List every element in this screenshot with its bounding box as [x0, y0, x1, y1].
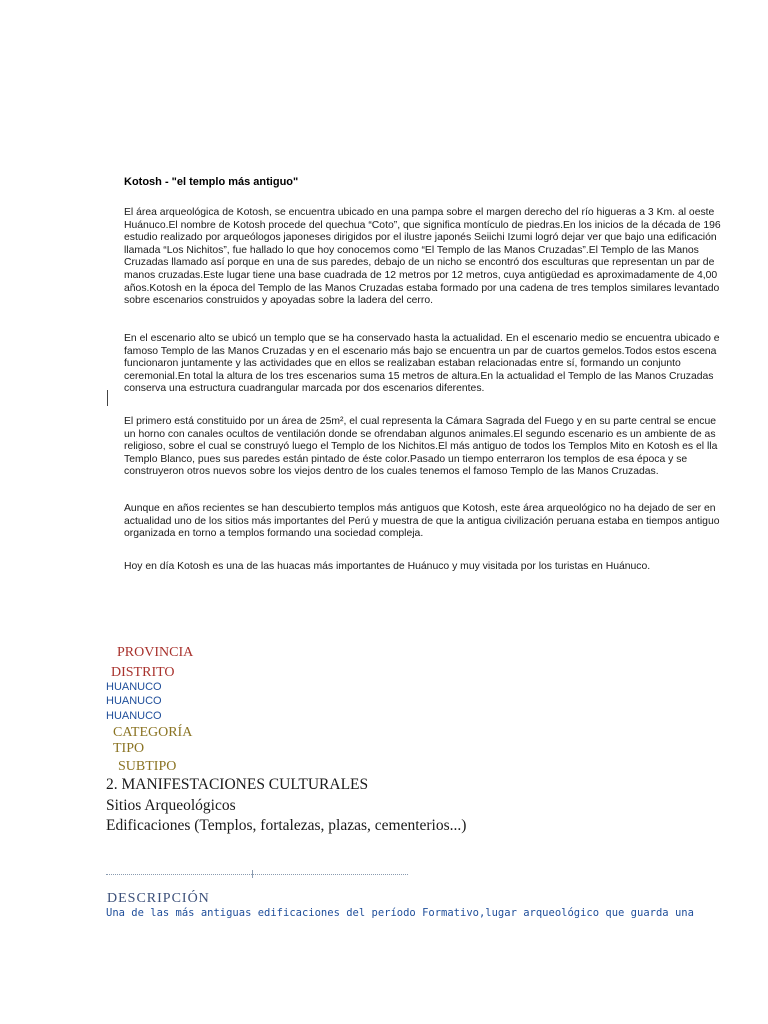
paragraph-line: Templo Blanco, pues sus paredes están pintado de éste color.Pasado un tiempo enterraron los templos de esa época y se	[124, 453, 688, 465]
subtipo-value: Edificaciones (Templos, fortalezas, plazas, cementerios...)	[106, 817, 467, 834]
paragraph-line: ceremonial.En total la altura de los tres escenarios suma 15 metros de altura.En la actualidad el Templo de las Manos Cruzadas	[124, 370, 714, 382]
location-value: HUANUCO	[106, 710, 162, 722]
dotted-divider	[106, 874, 408, 875]
paragraph-line: organizada en torno a templos formando una sociedad compleja.	[124, 528, 424, 540]
location-value: HUANUCO	[106, 681, 162, 693]
paragraph-line: conserva una estructura cuadrangular marcada por dos escenarios diferentes.	[124, 383, 485, 395]
paragraph-line: El primero está constituido por un área de 25m², el cual representa la Cámara Sagrada del Fuego y en su parte central se encue	[124, 416, 717, 427]
distrito-label: DISTRITO	[111, 665, 175, 680]
subtipo-label: SUBTIPO	[118, 759, 177, 774]
categoria-value: 2. MANIFESTACIONES CULTURALES	[106, 776, 369, 793]
paragraph-line: construyeron otros nuevos sobre los viejos dentro de los cuales tenemos el famoso Templo de las Manos Cruzadas.	[124, 466, 659, 478]
location-value: HUANUCO	[106, 695, 162, 707]
article-paragraph	[124, 561, 650, 574]
categoria-label: CATEGORÍA	[113, 725, 193, 740]
paragraph-line: manos cruzadas.Este lugar tiene una base cuadrada de 12 metros por 12 metros, cuya antigüedad es aproximadamente de 4,00	[124, 269, 718, 281]
article-paragraph	[124, 333, 720, 396]
paragraph-line: Huánuco.El nombre de Kotosh procede del quechua “Coto”, que significa montículo de piedras.En los inicios de la década de 196	[124, 219, 721, 231]
paragraph-line: estudio realizado por arqueólogos japoneses dirigidos por el ilustre japonés Seiichi Izumi logró dejar ver que bajo una edificación	[124, 232, 717, 244]
paragraph-line: sobre escenarios construidos y apoyadas sobre la ladera del cerro.	[124, 295, 434, 307]
text-cursor	[107, 390, 108, 406]
divider-tick	[252, 870, 253, 878]
descripcion-text: Una de las más antiguas edificaciones del período Formativo,lugar arqueológico que guarda una	[106, 907, 694, 919]
paragraph-line: famoso Templo de las Manos Cruzadas y en el escenario más bajo se encuentra un par de cuartos gemelos.Todos estos escena	[124, 345, 717, 357]
paragraph-line: llamada “Los Nichitos”, fue hallado lo que hoy conocemos como “El Templo de las Manos Cruzadas”.El Templo de las Manos	[124, 244, 699, 256]
paragraph-line: El área arqueológica de Kotosh, se encuentra ubicado en una pampa sobre el margen derecho del río higueras a 3 Km. al oeste	[124, 207, 715, 218]
article-title: Kotosh - "el templo más antiguo"	[124, 176, 299, 188]
article-paragraph	[124, 503, 720, 541]
paragraph-line: Aunque en años recientes se han descubierto templos más antiguos que Kotosh, este área arqueológico no ha dejado de ser en	[124, 503, 716, 514]
provincia-label: PROVINCIA	[117, 645, 194, 660]
article-paragraph	[124, 207, 721, 308]
descripcion-label: DESCRIPCIÓN	[107, 891, 210, 906]
paragraph-line: años.Kotosh en la época del Templo de las Manos Cruzadas estaba formado por una cadena de tres templos similares levantado	[124, 282, 720, 294]
article-paragraph	[124, 416, 717, 479]
paragraph-line: En el escenario alto se ubicó un templo que se ha conservado hasta la actualidad. En el escenario medio se encuentra ubicado e	[124, 333, 720, 344]
tipo-value: Sitios Arqueológicos	[106, 797, 236, 814]
paragraph-line: un horno con canales ocultos de ventilación donde se ofrendaban algunos animales.El segundo escenario es un ambiente de as	[124, 428, 716, 440]
paragraph-line: funcionaron juntamente y las actividades que en ellos se realizaban estaban relacionadas entre sí, formando un conjunto	[124, 358, 681, 370]
paragraph-line: actualidad uno de los sitios más importantes del Perú y muestra de que la antigua civilización peruana estaba en tiempos antiguo	[124, 515, 720, 527]
paragraph-line: Cruzadas llamado así porque en una de sus paredes, debajo de un nicho se encontró dos esculturas que representan un par de	[124, 257, 715, 269]
tipo-label: TIPO	[113, 741, 145, 756]
paragraph-line: religioso, sobre el cual se construyó luego el Templo de los Nichitos.El más antiguo de todos los Templos Mito en Kotosh es el lla	[124, 441, 718, 453]
paragraph-line: Hoy en día Kotosh es una de las huacas más importantes de Huánuco y muy visitada por los turistas en Huánuco.	[124, 561, 651, 572]
